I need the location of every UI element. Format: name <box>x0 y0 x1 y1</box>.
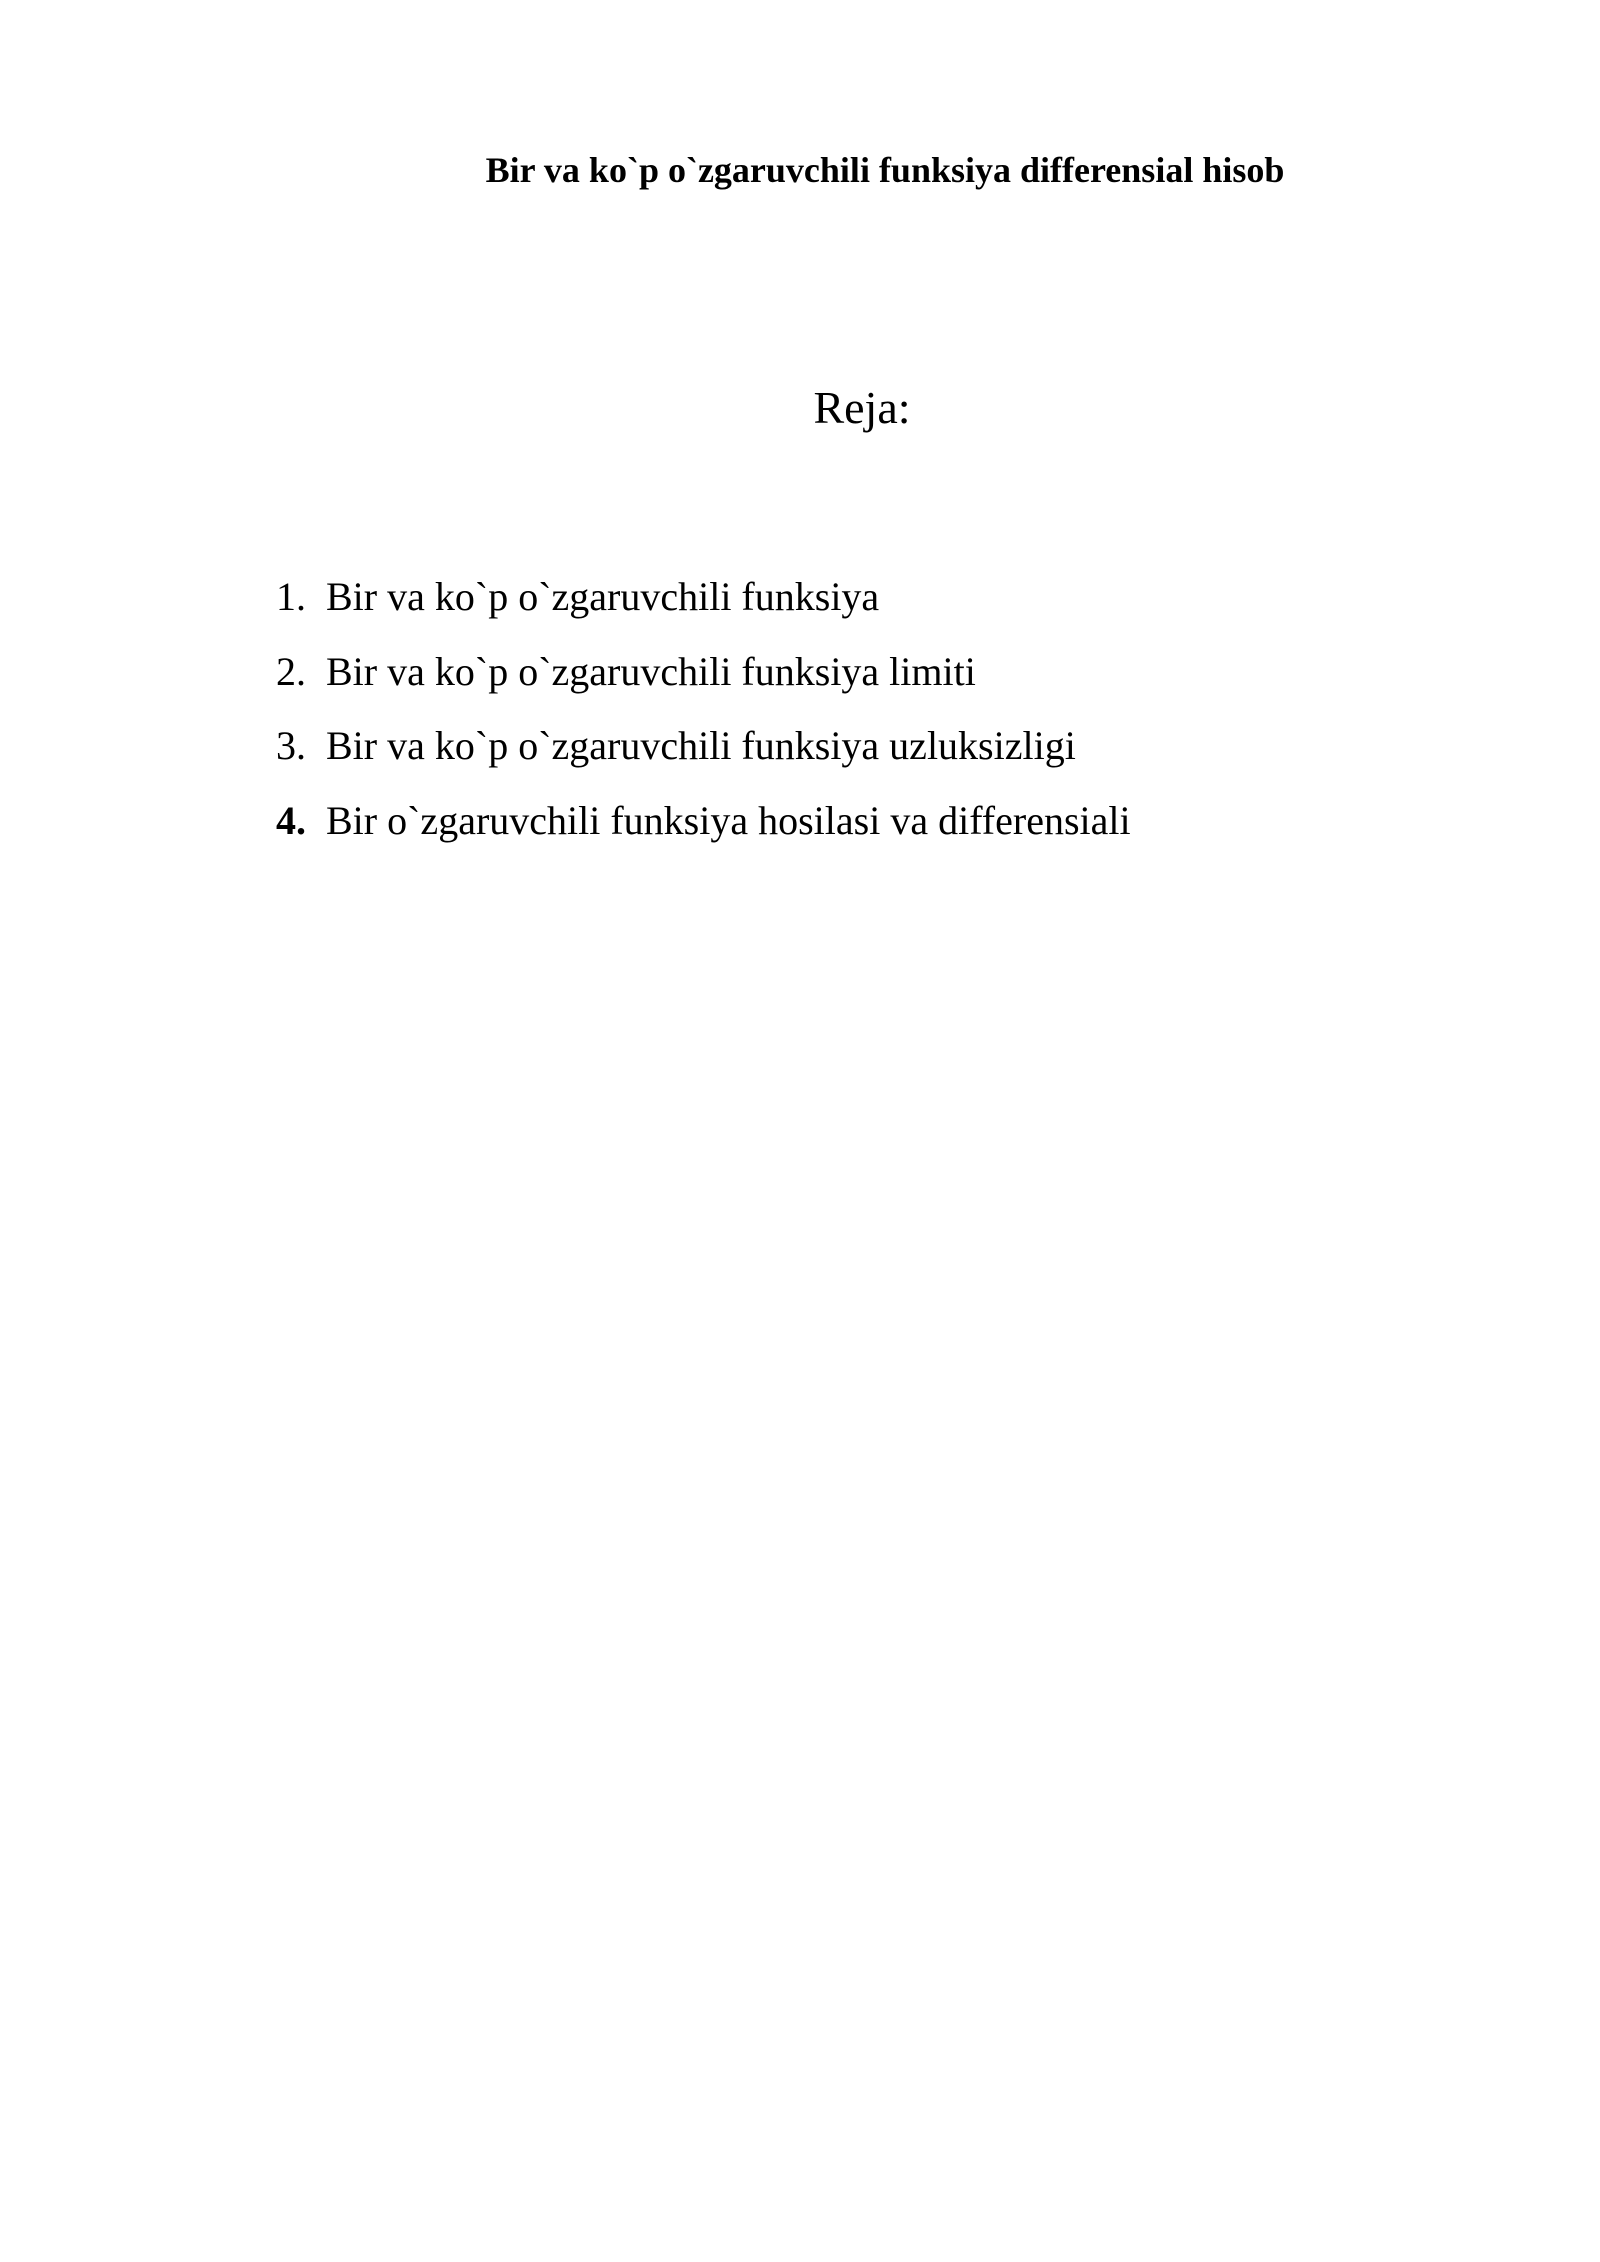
plan-item-number: 3. <box>276 723 306 768</box>
plan-item-text: Bir o`zgaruvchili funksiya hosilasi va differensiali <box>326 797 1131 843</box>
plan-heading: Reja: <box>813 382 911 433</box>
plan-item-text: Bir va ko`p o`zgaruvchili funksiya limiti <box>326 648 976 694</box>
plan-list <box>276 560 1131 858</box>
plan-item-2 <box>276 635 1131 710</box>
plan-item-number: 2. <box>276 648 306 694</box>
plan-item-number: 4. <box>276 797 306 843</box>
plan-item-number: 1. <box>276 574 306 619</box>
plan-item-3 <box>276 709 1131 784</box>
document-title: Bir va ko`p o`zgaruvchili funksiya differensial hisob <box>485 150 1285 190</box>
plan-item-text: Bir va ko`p o`zgaruvchili funksiya uzluksizligi <box>326 723 1076 768</box>
plan-item-text: Bir va ko`p o`zgaruvchili funksiya <box>326 574 880 619</box>
plan-item-4 <box>276 784 1131 859</box>
plan-item-1 <box>276 560 1131 635</box>
